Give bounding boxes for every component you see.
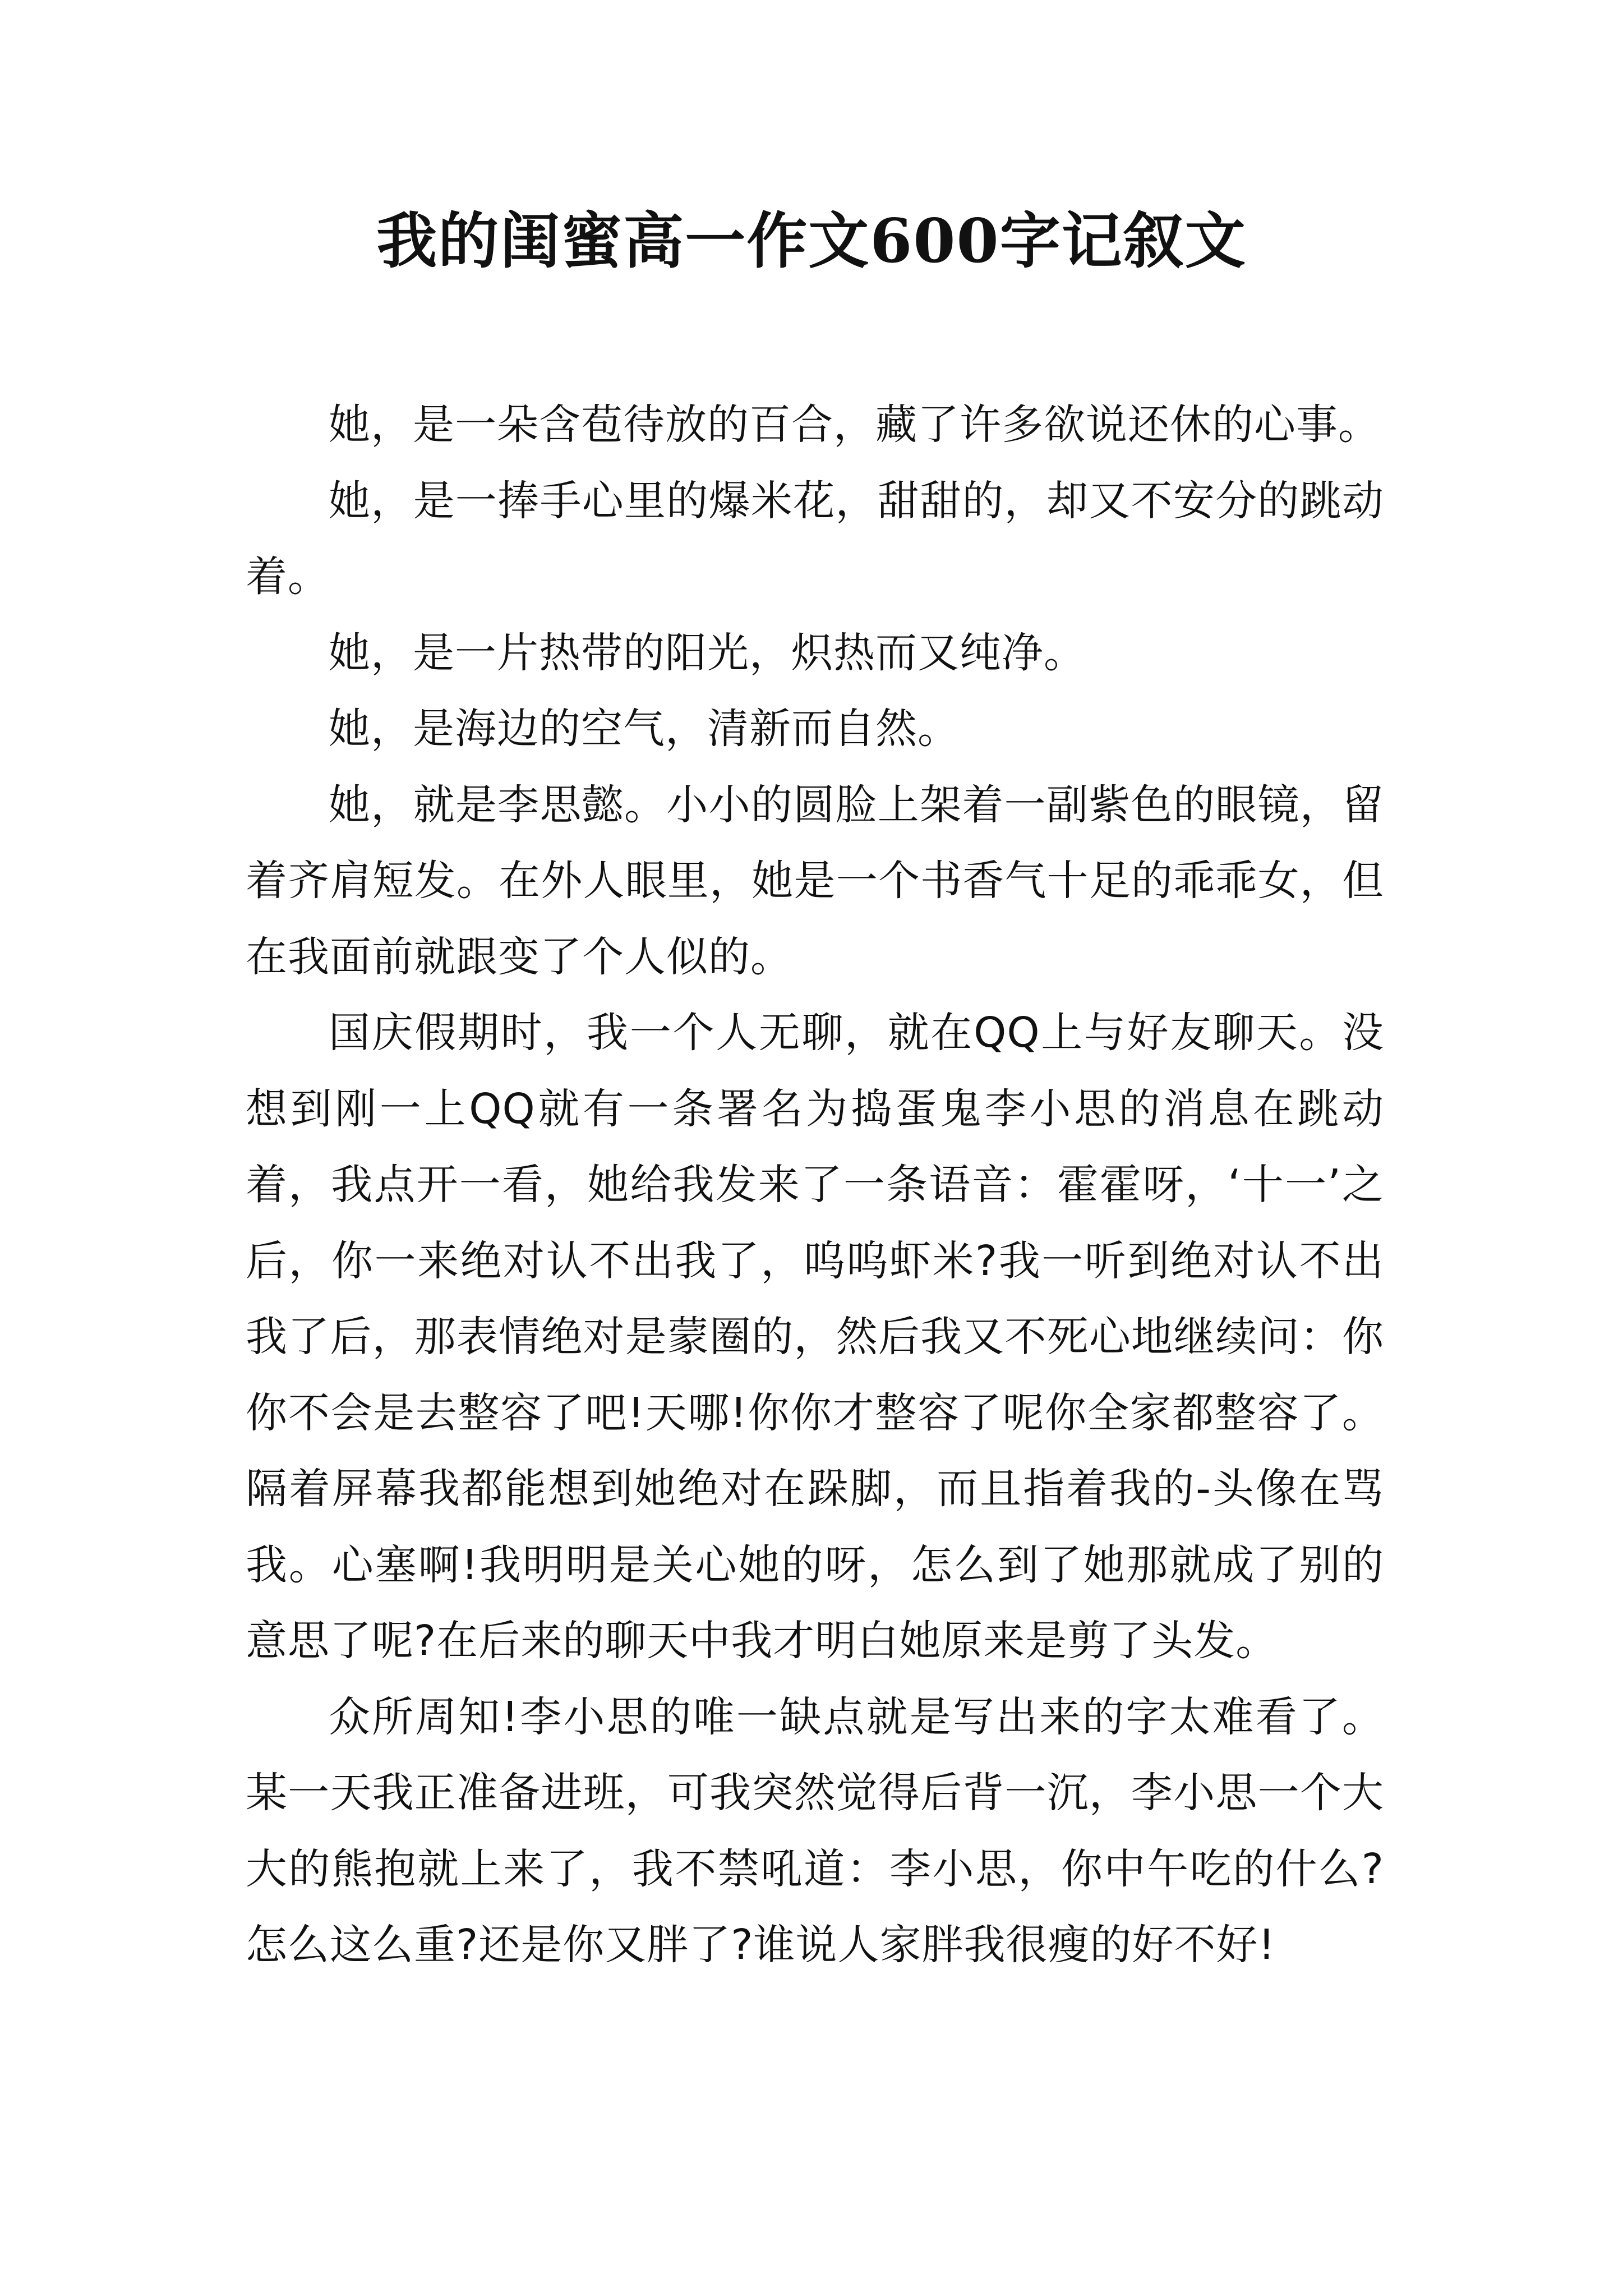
paragraph: 国庆假期时，我一个人无聊，就在QQ上与好友聊天。没想到刚一上QQ就有一条署名为捣蛋鬼李小思的消息在跳动着，我点开一看，她给我发来了一条语音：霍霍呀，‘十一’之后，你一来绝对认不出我了，呜呜虾米?我一听到绝对认不出我了后，那表情绝对是蒙圈的，然后我又不死心地继续问：你你不会是去整容了吧!天哪!你你才整容了呢你全家都整容了。隔着屏幕我都能想到她绝对在跺脚，而且指着我的-头像在骂我。心塞啊!我明明是关心她的呀，怎么到了她那就成了别的意思了呢?在后来的聊天中我才明白她原来是剪了头发。 <box>246 1009 1384 1665</box>
paragraph: 她，就是李思懿。小小的圆脸上架着一副紫色的眼镜，留着齐肩短发。在外人眼里，她是一个书香气十足的乖乖女，但在我面前就跟变了个人似的。 <box>246 780 1384 981</box>
document-title: 我的闺蜜高一作文600字记叙文 <box>376 206 1247 277</box>
paragraph: 她，是一捧手心里的爆米花，甜甜的，却又不安分的跳动着。 <box>246 476 1384 601</box>
paragraph: 她，是一片热带的阳光，炽热而又纯净。 <box>329 628 1086 677</box>
paragraph: 她，是海边的空气，清新而自然。 <box>329 705 960 753</box>
document-body <box>246 387 1384 1984</box>
paragraph: 她，是一朵含苞待放的百合，藏了许多欲说还休的心事。 <box>329 401 1380 449</box>
paragraph: 众所周知!李小思的唯一缺点就是写出来的字太难看了。某一天我正准备进班，可我突然觉得后背一沉，李小思一个大大的熊抱就上来了，我不禁吼道：李小思，你中午吃的什么?怎么这么重?还是你又胖了?谁说人家胖我很瘦的好不好! <box>246 1692 1384 1969</box>
